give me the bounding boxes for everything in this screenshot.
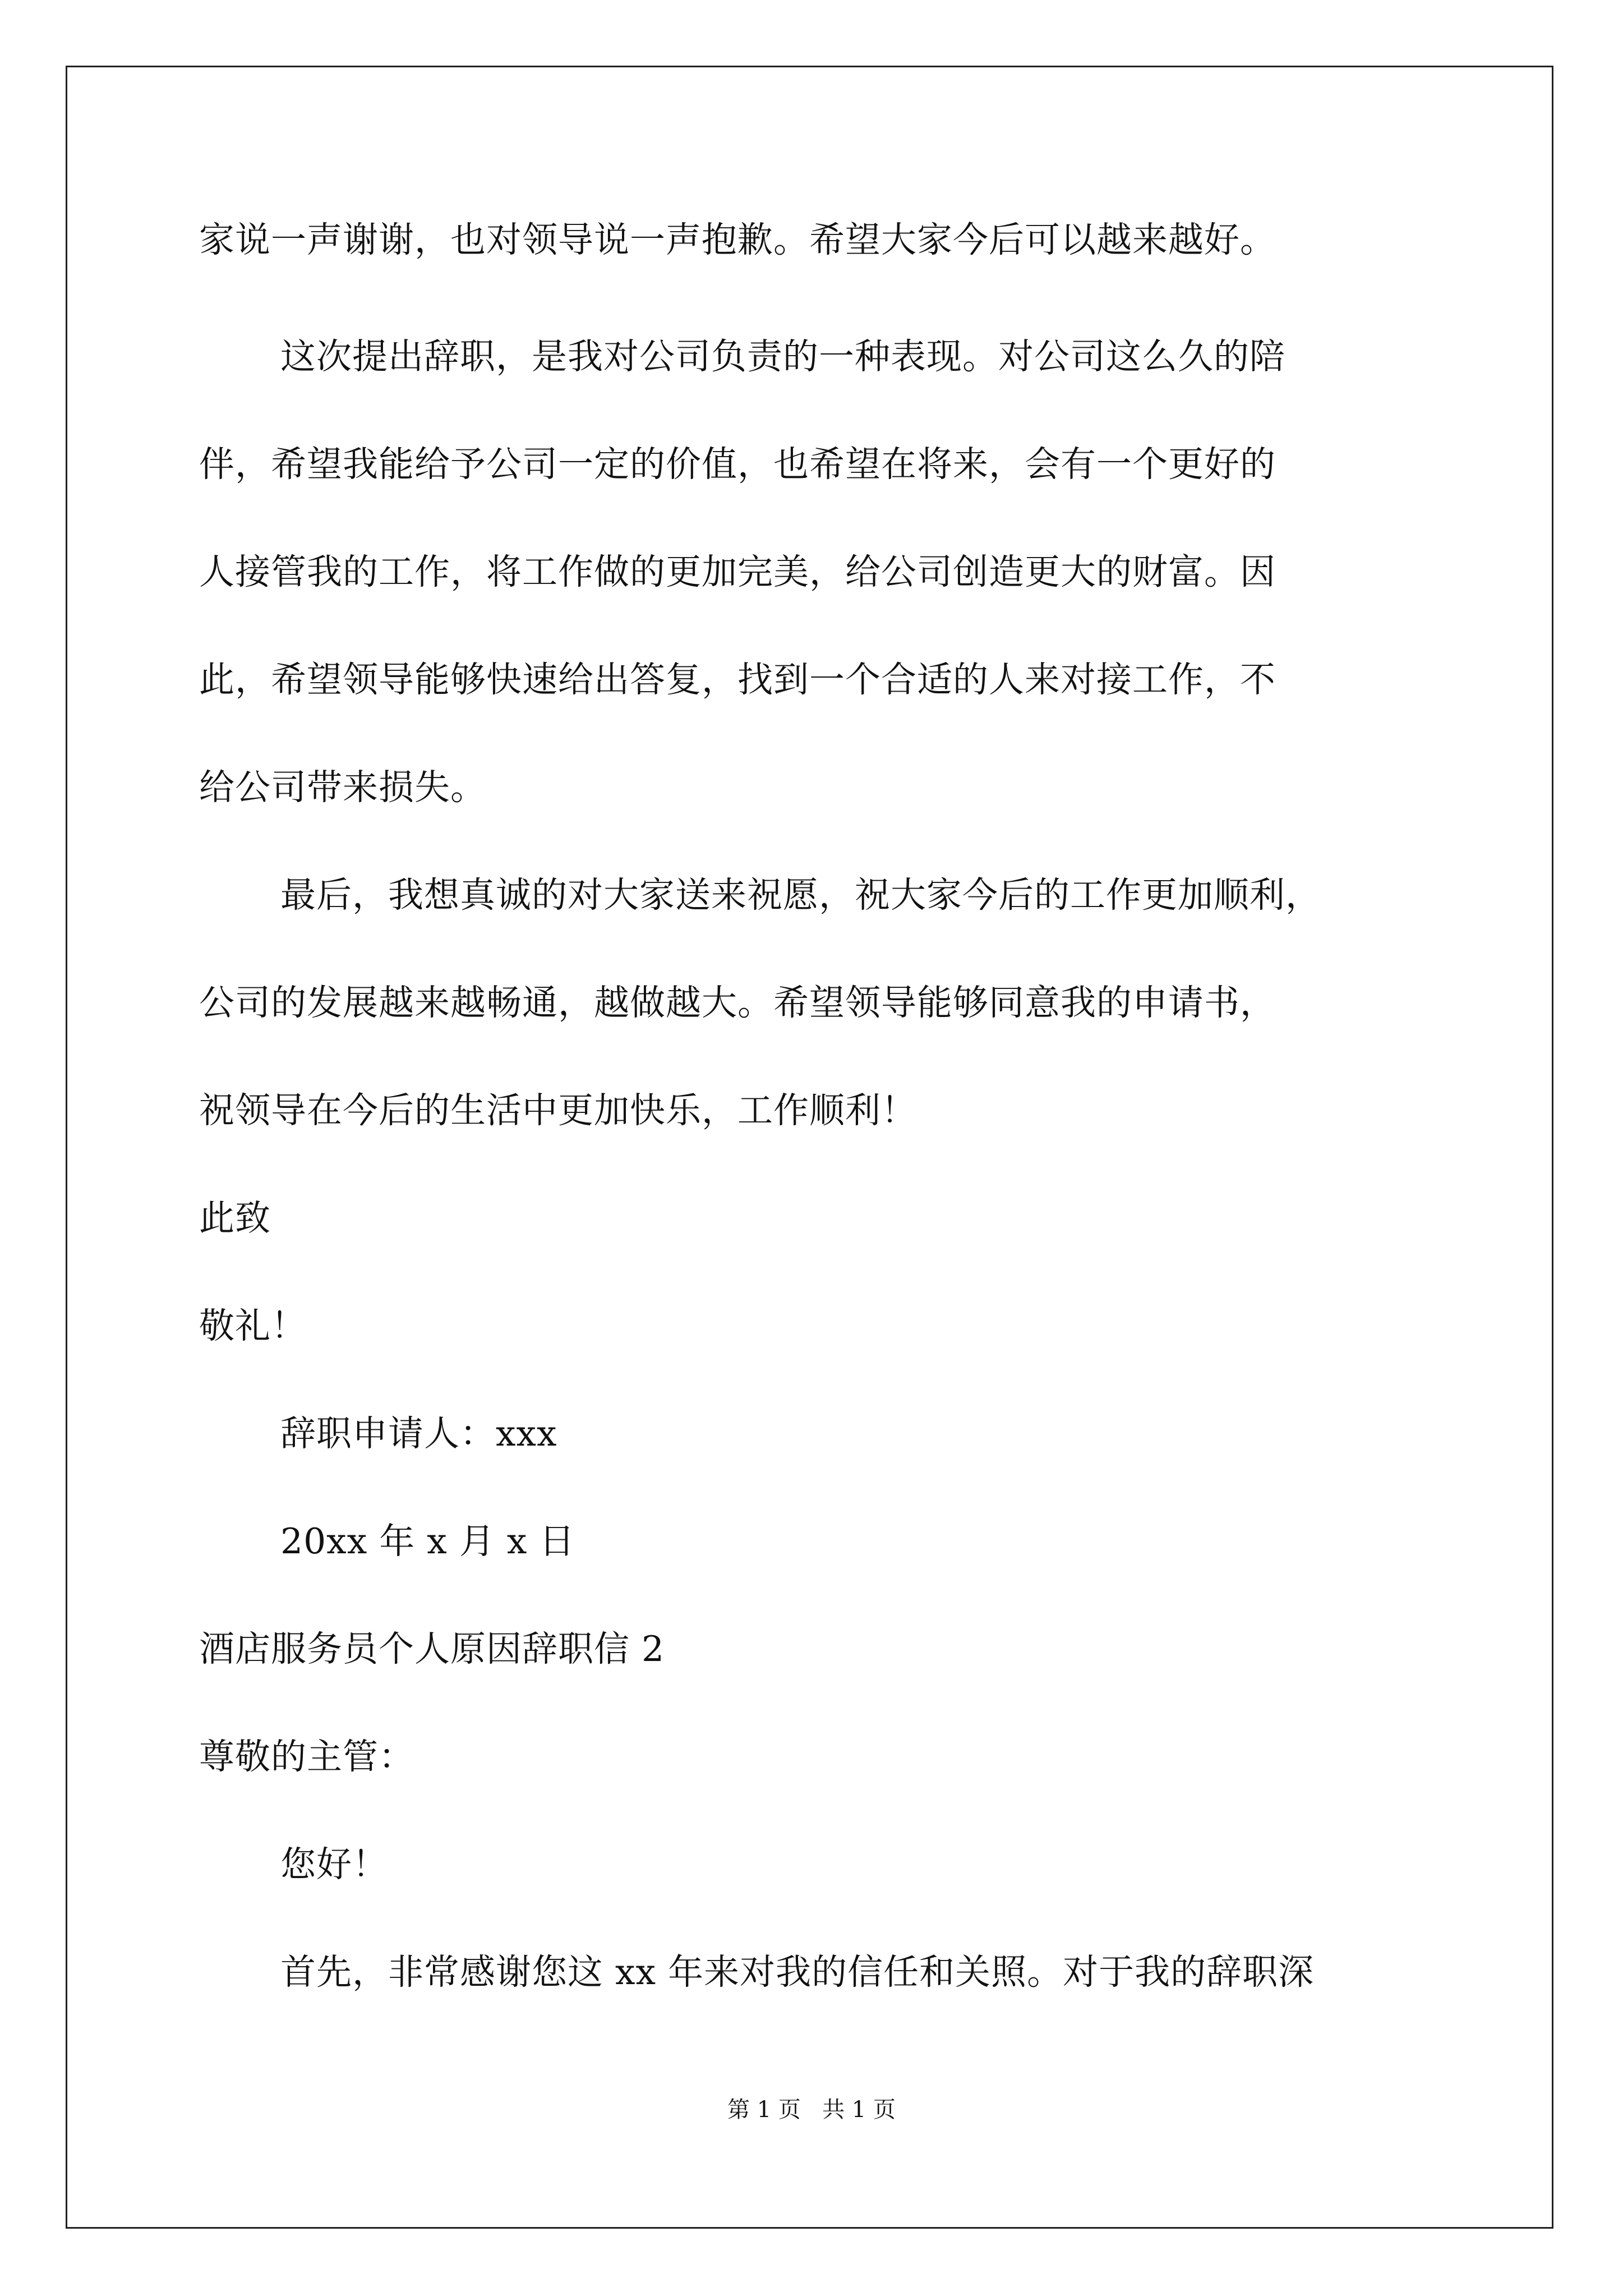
text-line: 此，希望领导能够快速给出答复，找到一个合适的人来对接工作，不 [199,659,1276,700]
section-title: 酒店服务员个人原因辞职信 2 [199,1628,665,1669]
signature-line: 辞职申请人：xxx [280,1413,557,1454]
text-line: 敬礼！ [199,1305,307,1346]
text-line: 伴，希望我能给予公司一定的价值，也希望在将来，会有一个更好的 [199,444,1276,485]
text-line: 首先，非常感谢您这 xx 年来对我的信任和关照。对于我的辞职深 [280,1952,1315,1993]
page-border [66,66,1553,2229]
text-line: 家说一声谢谢，也对领导说一声抱歉。希望大家今后可以越来越好。 [199,219,1276,260]
text-line: 这次提出辞职，是我对公司负责的一种表现。对公司这么久的陪 [280,336,1285,377]
date-line: 20xx 年 x 月 x 日 [280,1521,575,1562]
greeting: 您好！ [280,1844,388,1885]
text-line: 最后，我想真诚的对大家送来祝愿，祝大家今后的工作更加顺利， [280,875,1321,915]
text-line: 此致 [199,1198,271,1239]
text-line: 给公司带来损失。 [199,767,486,808]
salutation: 尊敬的主管： [199,1736,414,1777]
text-line: 祝领导在今后的生活中更加快乐，工作顺利！ [199,1090,917,1131]
page-footer: 第 1 页 共 1 页 [727,2097,896,2123]
text-line: 人接管我的工作，将工作做的更加完美，给公司创造更大的财富。因 [199,551,1276,592]
text-line: 公司的发展越来越畅通，越做越大。希望领导能够同意我的申请书， [199,982,1276,1023]
